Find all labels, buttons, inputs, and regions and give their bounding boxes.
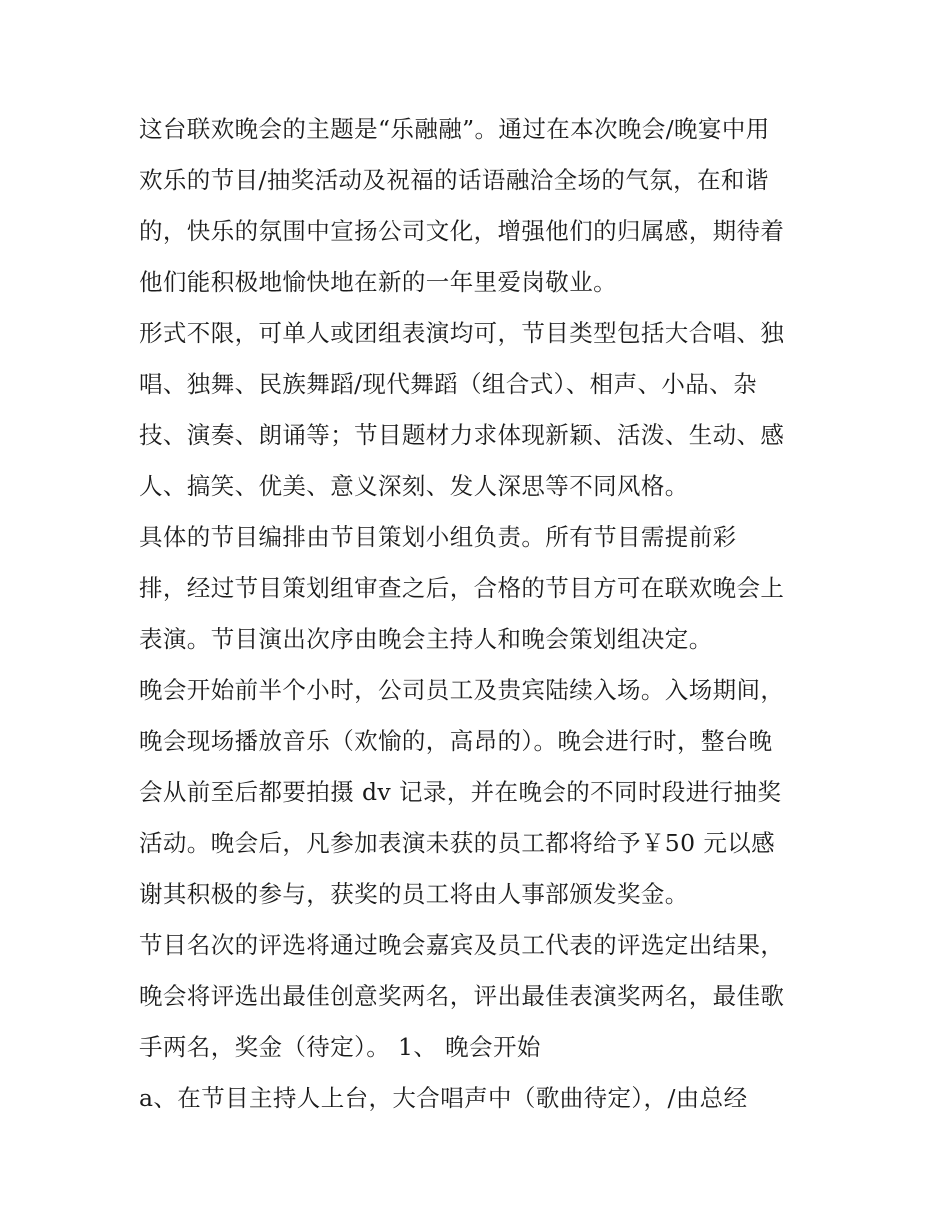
text-line: 节目名次的评选将通过晚会嘉宾及员工代表的评选定出结果，	[139, 931, 785, 959]
text-line: 晚会现场播放音乐（欢愉的，高昂的）。晚会进行时，整台晚	[139, 727, 773, 755]
text-line: 排，经过节目策划组审查之后，合格的节目方可在联欢晚会上	[139, 574, 785, 602]
text-line: 欢乐的节目/抽奖活动及祝福的话语融洽全场的气氛，在和谐	[139, 166, 769, 194]
text-line: 晚会将评选出最佳创意奖两名，评出最佳表演奖两名，最佳歌	[139, 982, 785, 1010]
text-line: 形式不限，可单人或团组表演均可，节目类型包括大合唱、独	[139, 319, 785, 347]
text-line: 具体的节目编排由节目策划小组负责。所有节目需提前彩	[139, 523, 737, 551]
text-line: 的，快乐的氛围中宣扬公司文化，增强他们的归属感，期待着	[139, 217, 785, 245]
text-line: 活动。晚会后，凡参加表演未获的员工都将给予￥50 元以感	[139, 829, 776, 857]
document-body	[139, 104, 829, 1124]
text-line: 人、搞笑、优美、意义深刻、发人深思等不同风格。	[139, 472, 689, 500]
text-line: 这台联欢晚会的主题是“乐融融”。通过在本次晚会/晚宴中用	[139, 115, 770, 143]
text-line: a、在节目主持人上台，大合唱声中（歌曲待定），/由总经	[139, 1084, 748, 1112]
text-line: 表演。节目演出次序由晚会主持人和晚会策划组决定。	[139, 625, 713, 653]
text-line: 唱、独舞、民族舞蹈/现代舞蹈（组合式）、相声、小品、杂	[139, 370, 757, 398]
text-line: 会从前至后都要拍摄 dv 记录，并在晚会的不同时段进行抽奖	[139, 778, 782, 806]
text-line: 谢其积极的参与，获奖的员工将由人事部颁发奖金。	[139, 880, 689, 908]
text-line: 他们能积极地愉快地在新的一年里爱岗敬业。	[139, 268, 617, 296]
text-line: 手两名，奖金（待定）。 1、 晚会开始	[139, 1033, 541, 1061]
text-line: 晚会开始前半个小时，公司员工及贵宾陆续入场。入场期间，	[139, 676, 785, 704]
text-line: 技、演奏、朗诵等；节目题材力求体现新颖、活泼、生动、感	[139, 421, 785, 449]
